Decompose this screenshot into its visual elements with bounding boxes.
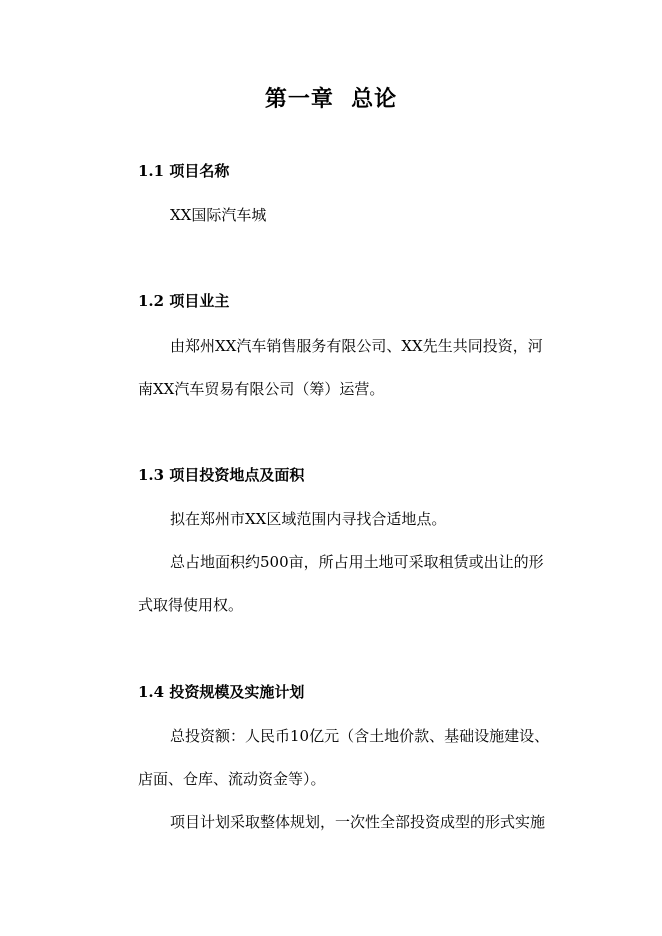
- paragraph-location: 拟在郑州市XX区域范围内寻找合适地点。: [170, 510, 447, 528]
- paragraph-owner-line-1: 由郑州XX汽车销售服务有限公司、XX先生共同投资，河: [170, 337, 543, 355]
- paragraph-investment-line-2: 店面、仓库、流动资金等）。: [138, 770, 326, 788]
- paragraph-project-name: XX国际汽车城: [170, 206, 267, 224]
- section-heading-1-2: 1.2 项目业主: [138, 292, 230, 310]
- paragraph-investment-line-1: 总投资额：人民币10亿元（含土地价款、基础设施建设、: [170, 727, 550, 745]
- section-heading-1-4: 1.4 投资规模及实施计划: [138, 683, 305, 701]
- chapter-title: 第一章 总论: [264, 86, 398, 112]
- paragraph-owner-line-2: 南XX汽车贸易有限公司（筹）运营。: [138, 380, 385, 398]
- paragraph-plan-line-1: 项目计划采取整体规划，一次性全部投资成型的形式实施: [170, 813, 546, 831]
- section-heading-1-1: 1.1 项目名称: [138, 162, 230, 180]
- paragraph-area-line-1: 总占地面积约500亩，所占用土地可采取租赁或出让的形: [170, 553, 544, 571]
- section-heading-1-3: 1.3 项目投资地点及面积: [138, 466, 305, 484]
- paragraph-area-line-2: 式取得使用权。: [138, 596, 244, 614]
